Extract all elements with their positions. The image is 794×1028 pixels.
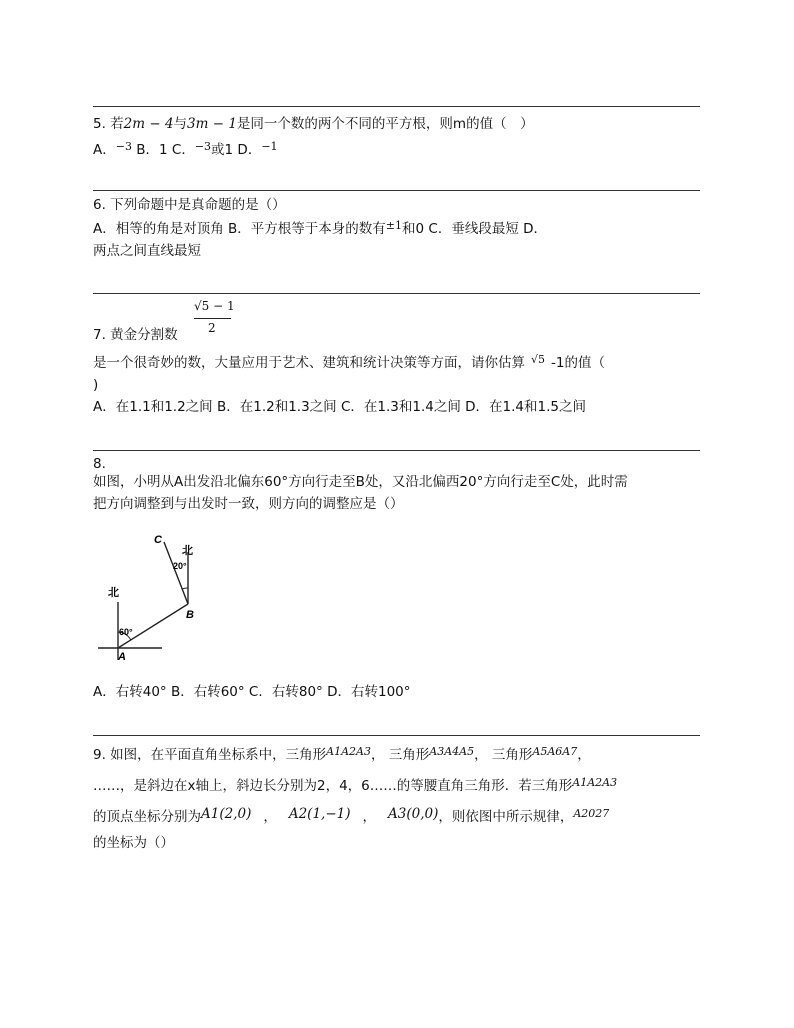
q9-stem-line1 <box>93 746 591 765</box>
label-a: A <box>118 651 126 663</box>
q5-option-bc-label: B．1 C． <box>131 142 195 158</box>
q5-option-d-label: 或1 D． <box>211 142 262 158</box>
q5-mid: 与 <box>173 116 188 132</box>
q9-triangle-3: A5A6A7 <box>532 745 578 758</box>
q8-options: A．右转40° B．右转60° C．右转80° D．右转100° <box>93 684 411 700</box>
fraction-bar <box>194 318 231 319</box>
q9-stem-line4: 的坐标为（） <box>93 835 174 851</box>
q5-prefix: 5. 若 <box>93 116 124 132</box>
q7-options: A．在1.1和1.2之间 B．在1.2和1.3之间 C．在1.3和1.4之间 D．在1.4和1.5之间 <box>93 399 586 415</box>
q9-point-a1: A1(2,0) <box>201 806 252 822</box>
q6-stem: 6. 下列命题中是真命题的是（） <box>93 197 286 213</box>
q8-number: 8. <box>93 456 106 472</box>
divider <box>93 106 700 107</box>
q9-text-d: ， <box>577 747 591 763</box>
q5-option-c-value: −3 <box>194 140 212 153</box>
q9-sep-2: ， <box>362 809 376 825</box>
q6-options-line1 <box>93 220 547 239</box>
q6-pm-one: ±1 <box>385 219 403 232</box>
label-60-degree: 60° <box>119 627 133 637</box>
q6-options-line2: 两点之间直线最短 <box>93 243 201 259</box>
q7-stem <box>93 354 605 373</box>
q5-expr2: 3m − 1 <box>187 116 237 132</box>
q5-suffix: 是同一个数的两个不同的平方根，则m的值（ ） <box>236 116 534 132</box>
q9-line2-text: ……，是斜边在x轴上，斜边长分别为2，4，6……的等腰直角三角形．若三角形 <box>93 778 573 794</box>
label-b: B <box>186 609 194 621</box>
label-c: C <box>154 534 162 546</box>
q9-triangle-4: A1A2A3 <box>572 776 618 789</box>
q9-point-a3: A3(0,0) <box>388 806 439 822</box>
q9-point-a2: A2(1,−1) <box>288 806 351 822</box>
q7-text-a: 是一个很奇妙的数，大量应用于艺术、建筑和统计决策等方面，请你估算 <box>93 355 525 371</box>
q7-text-b: -1的值（ <box>551 355 605 371</box>
q7-sqrt5: √5 <box>531 353 546 366</box>
q9-target-point: A2027 <box>573 807 610 820</box>
q5-option-a-value: −3 <box>115 140 132 153</box>
fraction-denominator: 2 <box>208 321 216 335</box>
q6-text-b: 和0 C．垂线段最短 D． <box>402 221 548 237</box>
q9-text-c: ， 三角形 <box>474 747 533 763</box>
label-north-a: 北 <box>108 587 119 599</box>
q9-triangle-2: A3A4A5 <box>429 745 475 758</box>
q5-stem <box>93 115 534 133</box>
label-north-b: 北 <box>182 545 193 557</box>
q9-triangle-1: A1A2A3 <box>326 745 371 758</box>
q5-option-a-label: A． <box>93 142 116 158</box>
q7-close-paren: ) <box>93 377 99 393</box>
q8-stem-line2: 把方向调整到与出发时一致，则方向的调整应是（） <box>93 496 404 512</box>
q9-text-a: 9. 如图，在平面直角坐标系中，三角形 <box>93 747 327 763</box>
q5-expr1: 2m − 4 <box>123 116 174 132</box>
q9-stem-line2 <box>93 777 617 796</box>
q8-stem-line1: 如图，小明从A出发沿北偏东60°方向行走至B处，又沿北偏西20°方向行走至C处，此时需 <box>93 474 628 490</box>
divider <box>93 735 700 736</box>
label-20-degree: 20° <box>173 561 187 571</box>
q9-line3-text-b: ，则依图中所示规律， <box>438 809 574 825</box>
q9-line3-text-a: 的顶点坐标分别为 <box>93 809 201 825</box>
divider <box>93 190 700 191</box>
q5-option-d-value: −1 <box>261 140 278 153</box>
q5-options <box>93 141 278 160</box>
q9-sep-1: ， <box>263 809 277 825</box>
q6-text-a: A．相等的角是对顶角 B．平方根等于本身的数有 <box>93 221 386 237</box>
fraction-numerator: √5 − 1 <box>194 299 235 313</box>
golden-ratio-fraction <box>194 299 234 339</box>
q9-text-b: ， 三角形 <box>371 747 430 763</box>
q9-stem-line3 <box>93 808 609 827</box>
divider <box>93 293 700 294</box>
divider <box>93 450 700 451</box>
q7-title: 7. 黄金分割数 <box>93 327 178 343</box>
direction-diagram <box>92 530 212 670</box>
